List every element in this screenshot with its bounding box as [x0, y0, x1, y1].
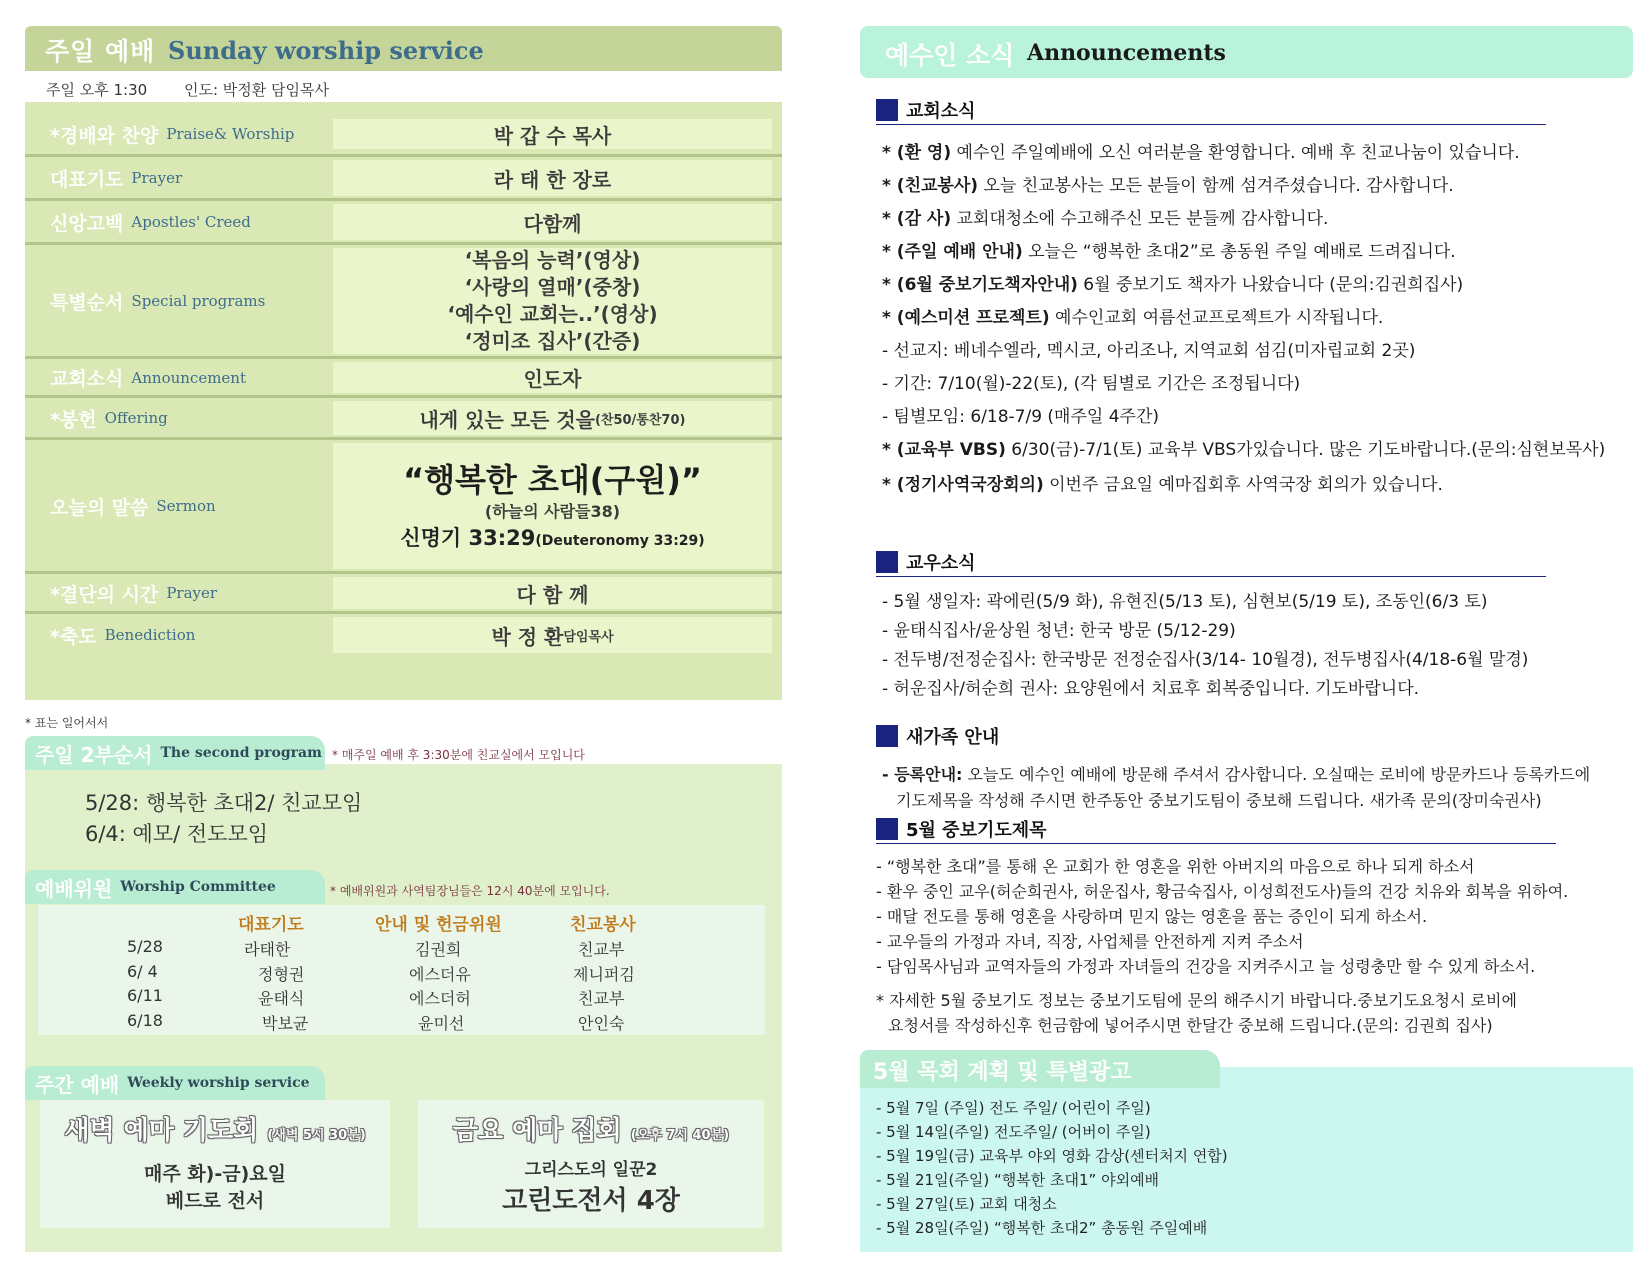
service-row	[25, 242, 782, 357]
weekly-title-en: Weekly worship service	[127, 1075, 310, 1091]
item-label: * (예스미션 프로젝트)	[882, 308, 1050, 328]
second-program-tab	[25, 736, 325, 770]
row-label-en: Announcement	[131, 368, 246, 387]
row-label-en: Praise& Worship	[166, 125, 295, 143]
friday-time: (오후 7시 40분)	[630, 1128, 730, 1143]
item-label: * (환 영)	[882, 143, 952, 163]
row-label-ko: *축도	[50, 625, 97, 648]
plan-item: - 5월 7일 (주일) 전도 주일/ (어린이 주일)	[876, 1099, 1151, 1117]
newcomer-label: - 등록안내:	[882, 765, 963, 784]
plan-item: - 5월 28일(주일) “행복한 초대2” 총동원 주일예배	[876, 1219, 1208, 1237]
special-program-item: ‘사랑의 열매’(중창)	[464, 275, 641, 299]
church-news-heading	[876, 96, 1546, 125]
sermon-title: “행복한 초대(구원)”	[403, 460, 702, 499]
row-value: 라 태 한 장로	[333, 160, 772, 196]
item-text: 오늘 친교봉사는 모든 분들이 함께 섬겨주셨습니다. 감사합니다.	[978, 176, 1454, 196]
church-news-subitem: - 선교지: 베네수엘라, 멕시코, 아리조나, 지역교회 섬김(미자립교회 2곳)	[882, 341, 1416, 361]
service-row	[25, 611, 782, 656]
prayer-item: - 교우들의 가정과 자녀, 직장, 사업체를 안전하게 지켜 주소서	[876, 932, 1304, 951]
friday-title	[418, 1110, 764, 1147]
service-row	[25, 154, 782, 199]
church-news-item	[882, 470, 1443, 495]
dawn-prayer-card	[40, 1100, 390, 1228]
prayer-heading	[876, 815, 1556, 844]
item-text: 예수인교회 여름선교프로젝트가 시작됩니다.	[1049, 308, 1384, 328]
committee-fellowship: 친교부	[578, 940, 625, 959]
benediction-title: 담임목사	[563, 629, 614, 645]
sunday-leader: 인도: 박정환 담임목사	[183, 81, 329, 99]
sermon-ref-ko: 신명기 33:29	[400, 525, 536, 550]
committee-header: 친교봉사	[570, 915, 636, 935]
church-news-item	[882, 204, 1328, 229]
church-news-title: 교회소식	[906, 101, 976, 122]
row-label-ko: *봉헌	[50, 408, 97, 431]
committee-usher: 윤미선	[418, 1014, 465, 1033]
row-label-ko: *결단의 시간	[50, 583, 159, 606]
church-news-item	[882, 435, 1605, 460]
row-label-ko: 교회소식	[50, 368, 124, 390]
dawn-time: (새벽 5시 30분)	[267, 1128, 366, 1143]
item-label: * (6월 중보기도책자안내)	[882, 275, 1078, 295]
newcomer-heading	[876, 722, 1456, 750]
item-text: 6월 중보기도 책자가 나왔습니다 (문의:김권희집사)	[1077, 275, 1464, 295]
committee-title-en: Worship Committee	[120, 879, 276, 895]
row-label-ko: 특별순서	[50, 291, 124, 314]
row-value	[333, 401, 772, 435]
order-of-service	[25, 102, 782, 700]
item-text: 교회대청소에 수고해주신 모든 분들께 감사합니다.	[951, 209, 1329, 229]
item-label: * (감 사)	[882, 209, 952, 229]
friday-service-card	[418, 1100, 764, 1228]
prayer-item: - 환우 중인 교우(허순희권사, 허운집사, 황금숙집사, 이성희전도사)들의 건강 치유와 회복을 위하여.	[876, 882, 1569, 901]
item-label: * (정기사역국장회의)	[882, 475, 1044, 495]
row-label-ko: 대표기도	[50, 168, 124, 191]
second-item: 6/4: 예모/ 전도모임	[85, 822, 269, 846]
weekly-tab	[25, 1066, 325, 1100]
dawn-book: 베드로 전서	[165, 1190, 265, 1212]
item-text: 오늘은 “행복한 초대2”로 총동원 주일 예배로 드려집니다.	[1022, 242, 1456, 262]
weekly-title-ko: 주간 예배	[35, 1072, 120, 1097]
offering-hymn-number: (찬50/통찬70)	[594, 412, 686, 428]
church-news-subitem: - 팀별모임: 6/18-7/9 (매주일 4주간)	[882, 407, 1160, 427]
sermon-block	[333, 443, 772, 569]
sunday-title-ko: 주일 예배	[45, 37, 156, 66]
committee-date: 6/11	[127, 986, 163, 1005]
item-text: 이번주 금요일 예마집회후 사역국장 회의가 있습니다.	[1043, 475, 1443, 495]
row-label-ko: *경배와 찬양	[50, 124, 159, 147]
dawn-schedule: 매주 화)-금)요일	[144, 1163, 286, 1185]
row-value	[333, 617, 772, 653]
friday-book: 고린도전서 4장	[502, 1186, 680, 1216]
row-label-en: Apostles' Creed	[131, 213, 251, 231]
service-row	[25, 571, 782, 612]
members-news-heading	[876, 548, 1546, 577]
committee-prayer: 라태한	[244, 940, 291, 959]
row-value: 인도자	[333, 362, 772, 393]
sermon-ref-en: (Deuteronomy 33:29)	[535, 532, 705, 549]
newcomer-text-2: 기도제목을 작성해 주시면 한주동안 중보기도팀이 중보해 드립니다. 새가족 문의(장미숙권사)	[896, 791, 1542, 810]
row-value: 다함께	[333, 204, 772, 240]
friday-title-text: 금요 예마 집회	[452, 1116, 622, 1146]
plan-item: - 5월 19일(금) 교육부 야외 영화 감상(센터처지 연합)	[876, 1147, 1228, 1165]
committee-date: 5/28	[127, 937, 163, 956]
item-text: 6/30(금)-7/1(토) 교육부 VBS가있습니다. 많은 기도바랍니다.(문의:심현보목사)	[1005, 440, 1606, 460]
committee-date: 6/18	[127, 1011, 163, 1030]
prayer-note-1: * 자세한 5월 중보기도 정보는 중보기도팀에 문의 해주시기 바랍니다.중보기도요청시 로비에	[876, 991, 1517, 1010]
committee-date: 6/ 4	[127, 962, 158, 981]
members-news-item: - 5월 생일자: 곽에린(5/9 화), 유현진(5/13 토), 심현보(5/19 토), 조동인(6/3 토)	[882, 592, 1488, 612]
newcomer-title: 새가족 안내	[906, 727, 1000, 748]
service-row	[25, 116, 782, 152]
second-title-en: The second program	[160, 745, 322, 761]
heading-square-icon	[876, 551, 898, 573]
committee-prayer: 박보균	[262, 1014, 309, 1033]
committee-header: 안내 및 헌금위원	[375, 915, 502, 935]
sermon-reference	[400, 522, 704, 552]
church-news-item	[882, 171, 1454, 196]
special-programs-list	[333, 248, 772, 354]
prayer-item: - 매달 전도를 통해 영혼을 사랑하며 믿지 않는 영혼을 품는 증인이 되게 하소서.	[876, 907, 1428, 926]
dawn-title	[40, 1110, 390, 1147]
special-program-item: ‘정미조 집사’(간증)	[464, 329, 641, 353]
newcomer-text-1: 오늘도 예수인 예배에 방문해 주셔서 감사합니다. 오실때는 로비에 방문카드나 등록카드에	[962, 765, 1591, 784]
row-label-en: Offering	[104, 409, 168, 427]
church-news-item	[882, 237, 1456, 262]
second-title-ko: 주일 2부순서	[35, 742, 153, 767]
sunday-subinfo	[46, 79, 361, 100]
row-label-ko: 오늘의 말씀	[50, 496, 149, 519]
item-text: 예수인 주일예배에 오신 여러분을 환영합니다. 예배 후 친교나눔이 있습니다.	[951, 143, 1520, 163]
service-row	[25, 437, 782, 572]
committee-usher: 에스더유	[409, 965, 471, 984]
plan-item: - 5월 21일(주일) “행복한 초대1” 야외예배	[876, 1171, 1160, 1189]
special-program-item: ‘복음의 능력’(영상)	[464, 248, 641, 272]
heading-square-icon	[876, 725, 898, 747]
plan-item: - 5월 27일(토) 교회 대청소	[876, 1195, 1057, 1213]
row-value: 박 갑 수 목사	[333, 119, 772, 149]
church-news-subitem: - 기간: 7/10(월)-22(토), (각 팀별로 기간은 조정됩니다)	[882, 374, 1301, 394]
committee-fellowship: 제니퍼김	[573, 965, 635, 984]
second-item: 5/28: 행복한 초대2/ 친교모임	[85, 791, 363, 815]
service-row	[25, 198, 782, 243]
heading-square-icon	[876, 99, 898, 121]
benediction-pastor: 박 정 환	[491, 624, 564, 649]
row-value: 다 함 께	[333, 577, 772, 609]
announcements-title-en: Announcements	[1027, 40, 1226, 66]
sermon-series: (하늘의 사람들38)	[484, 501, 621, 521]
members-news-item: - 허운집사/허순희 권사: 요양원에서 치료후 회복중입니다. 기도바랍니다.	[882, 679, 1420, 699]
members-news-title: 교우소식	[906, 553, 976, 574]
church-news-item	[882, 303, 1383, 328]
sunday-time: 주일 오후 1:30	[46, 81, 148, 99]
item-label: * (친교봉사)	[882, 176, 979, 196]
stand-note: * 표는 일어서서	[25, 716, 109, 730]
dawn-title-text: 새벽 예마 기도회	[64, 1116, 259, 1146]
item-label: * (교육부 VBS)	[882, 440, 1006, 460]
item-label: * (주일 예배 안내)	[882, 242, 1023, 262]
members-news-item: - 윤태식집사/윤상원 청년: 한국 방문 (5/12-29)	[882, 621, 1236, 641]
committee-header: 대표기도	[238, 915, 304, 935]
plan-title: 5월 목회 계획 및 특별광고	[873, 1060, 1132, 1085]
committee-usher: 에스더허	[409, 989, 471, 1008]
row-label-en: Prayer	[131, 169, 183, 187]
heading-square-icon	[876, 818, 898, 840]
committee-prayer: 윤태식	[258, 989, 305, 1008]
prayer-item: - 담임목사님과 교역자들의 가정과 자녀들의 건강을 지켜주시고 늘 성령충만 할 수 있게 하소서.	[876, 957, 1536, 976]
sunday-title-en: Sunday worship service	[168, 36, 484, 65]
row-label-ko: 신앙고백	[50, 212, 124, 235]
friday-theme: 그리스도의 일꾼2	[524, 1160, 658, 1180]
committee-title-ko: 예배위원	[35, 876, 113, 901]
committee-fellowship: 친교부	[578, 989, 625, 1008]
row-label-en: Sermon	[156, 497, 216, 515]
row-label-en: Special programs	[131, 292, 266, 310]
committee-fellowship: 안인숙	[578, 1014, 625, 1033]
second-note: * 매주일 예배 후 3:30분에 친교실에서 모입니다	[332, 748, 585, 762]
prayer-note-2: 요청서를 작성하신후 헌금함에 넣어주시면 한달간 중보해 드립니다.(문의: 김권희 집사)	[888, 1016, 1493, 1035]
row-label-en: Benediction	[104, 626, 196, 644]
plan-item: - 5월 14일(주일) 전도주일/ (어버이 주일)	[876, 1123, 1151, 1141]
offering-hymn: 내게 있는 모든 것을	[419, 407, 595, 432]
church-news-item	[882, 138, 1520, 163]
members-news-item: - 전두병/전정순집사: 한국방문 전정순집사(3/14- 10월경), 전두병집사(4/18-6월 말경)	[882, 650, 1529, 670]
committee-usher: 김권희	[415, 940, 462, 959]
committee-tab	[25, 870, 325, 904]
prayer-title: 5월 중보기도제목	[906, 820, 1047, 841]
committee-prayer: 정형권	[258, 965, 305, 984]
newcomer-text	[882, 762, 1590, 785]
service-row	[25, 395, 782, 438]
special-program-item: ‘예수인 교회는..’(영상)	[447, 302, 658, 326]
announcements-title-ko: 예수인 소식	[885, 41, 1015, 70]
row-label-en: Prayer	[166, 584, 218, 602]
service-row	[25, 356, 782, 396]
committee-note: * 예배위원과 사역팀장님들은 12시 40분에 모입니다.	[330, 884, 610, 898]
church-news-item	[882, 270, 1463, 295]
prayer-item: - “행복한 초대”를 통해 온 교회가 한 영혼을 위한 아버지의 마음으로 하나 되게 하소서	[876, 857, 1475, 876]
